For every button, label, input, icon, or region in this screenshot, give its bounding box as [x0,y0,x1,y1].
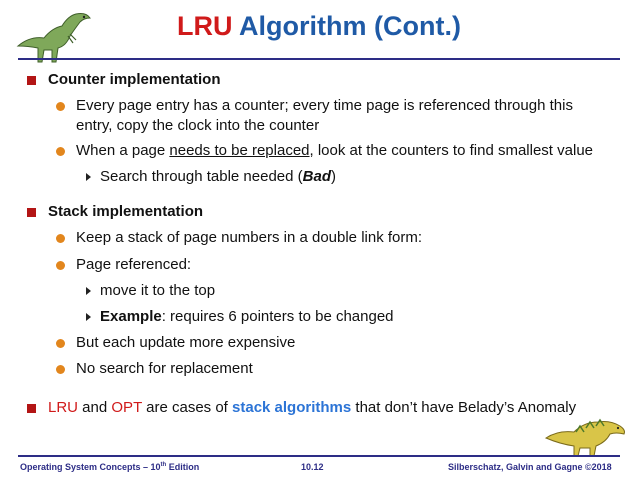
dinosaur-icon [540,408,632,460]
triangle-bullet-icon [86,287,91,295]
footer-page-number: 10.12 [301,462,324,472]
dot-bullet-icon [56,339,65,348]
stack-subpoint-2: Example: requires 6 pointers to be changed [100,308,394,325]
counter-point-1a: Every page entry has a counter; every time page is referenced through this [76,97,573,114]
counter-subpoint: Search through table needed (Bad) [100,168,336,185]
counter-point-2: When a page needs to be replaced, look at the counters to find smallest value [76,142,593,159]
stack-heading: Stack implementation [48,203,204,220]
stack-algorithms-note: LRU and OPT are cases of stack algorithms that don’t have Belady’s Anomaly [48,399,577,416]
footer-authors: Silberschatz, Galvin and Gagne ©2018 [448,462,612,472]
dot-bullet-icon [56,102,65,111]
stack-subpoint-1: move it to the top [100,282,216,299]
dot-bullet-icon [56,234,65,243]
stack-point-1: Keep a stack of page numbers in a double link form: [76,229,423,246]
dot-bullet-icon [56,147,65,156]
footer-rule [18,455,620,457]
dot-bullet-icon [56,261,65,270]
counter-heading: Counter implementation [48,71,221,88]
stack-point-3: But each update more expensive [76,334,296,351]
counter-point-1b: entry, copy the clock into the counter [76,117,320,134]
square-bullet-icon [27,76,36,85]
triangle-bullet-icon [86,173,91,181]
stack-point-4: No search for replacement [76,360,253,377]
stack-point-2: Page referenced: [76,256,192,273]
dot-bullet-icon [56,365,65,374]
square-bullet-icon [27,404,36,413]
header-rule [18,58,620,60]
square-bullet-icon [27,208,36,217]
footer-course: Operating System Concepts – 10th Edition [20,462,200,472]
triangle-bullet-icon [86,313,91,321]
slide-title: LRU Algorithm (Cont.) [177,11,461,41]
